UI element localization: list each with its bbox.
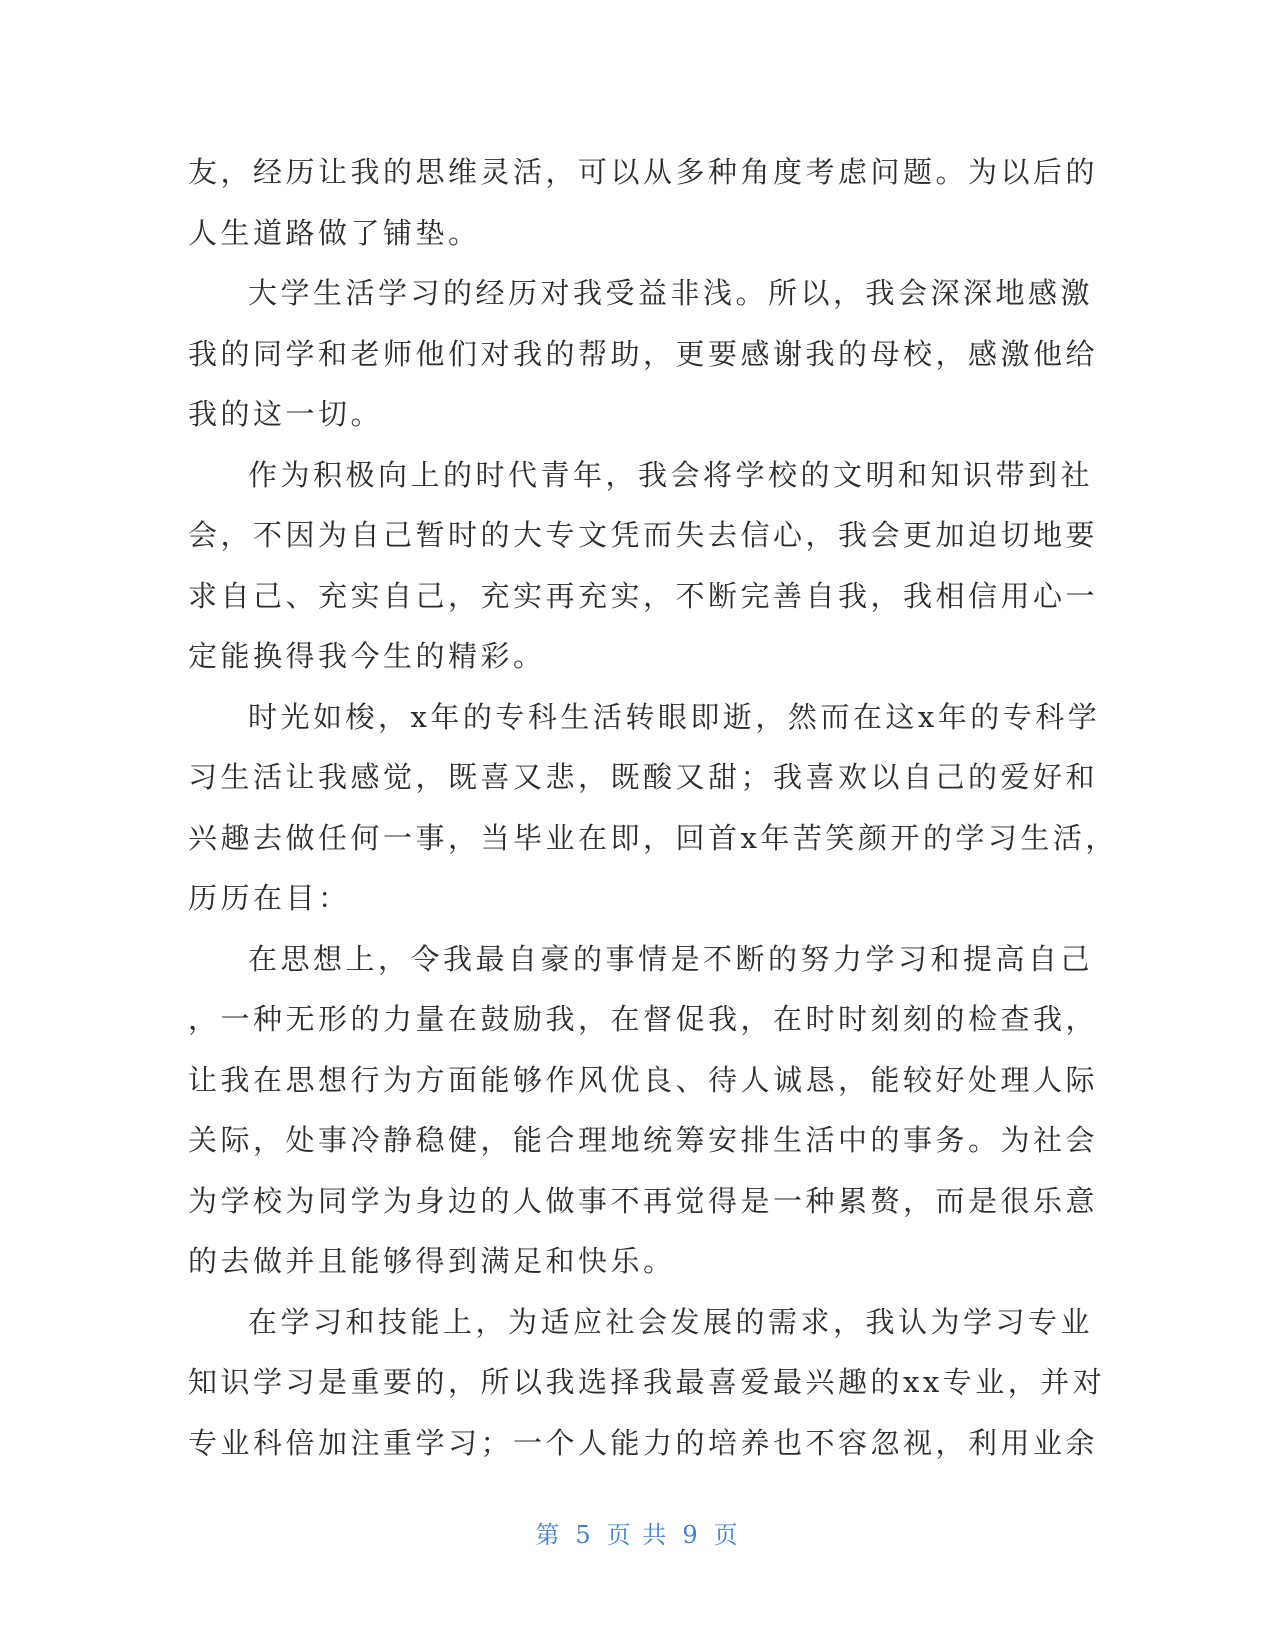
text-line: 大学生活学习的经历对我受益非浅。所以，我会深深地感激 — [248, 276, 1094, 310]
text-line: 友，经历让我的思维灵活，可以从多种角度考虑问题。为以后的 — [188, 155, 1099, 189]
text-line: 专业科倍加注重学习；一个人能力的培养也不容忽视，利用业余 — [188, 1425, 1099, 1460]
text-line: 的去做并且能够得到满足和快乐。 — [188, 1244, 676, 1278]
text-line: 时光如梭，x年的专科生活转眼即逝，然而在这x年的专科学 — [248, 699, 1101, 734]
page-footer — [0, 1515, 1275, 1550]
text-line: 知识学习是重要的，所以我选择我最喜爱最兴趣的xx专业，并对 — [188, 1365, 1106, 1399]
body-text — [188, 142, 1118, 1473]
text-line: 人生道路做了铺垫。 — [188, 215, 481, 250]
text-line: 历历在目： — [188, 881, 351, 915]
text-line: 在学习和技能上，为适应社会发展的需求，我认为学习专业 — [248, 1304, 1094, 1339]
text-line: 习生活让我感觉，既喜又悲，既酸又甜；我喜欢以自己的爱好和 — [188, 760, 1099, 794]
total-page-count: 9 — [682, 1521, 700, 1549]
text-line: 定能换得我今生的精彩。 — [188, 639, 546, 673]
current-page-number: 5 — [575, 1521, 593, 1549]
text-line: 在思想上，令我最自豪的事情是不断的努力学习和提高自己 — [248, 941, 1094, 976]
text-line: 兴趣去做任何一事，当毕业在即，回首x年苦笑颜开的学习生活， — [188, 820, 1118, 855]
text-line: 关际，处事冷静稳健，能合理地统筹安排生活中的事务。为社会 — [188, 1123, 1099, 1157]
footer-middle: 页 共 — [606, 1521, 669, 1549]
text-line: 我的同学和老师他们对我的帮助，更要感谢我的母校，感激他给 — [188, 336, 1099, 371]
footer-prefix: 第 — [535, 1521, 562, 1549]
text-line: 为学校为同学为身边的人做事不再觉得是一种累赘，而是很乐意 — [188, 1183, 1099, 1218]
text-line: 让我在思想行为方面能够作风优良、待人诚恳，能较好处理人际 — [188, 1062, 1099, 1097]
text-line: ，一种无形的力量在鼓励我，在督促我，在时时刻刻的检查我， — [188, 1002, 1099, 1036]
text-line: 作为积极向上的时代青年，我会将学校的文明和知识带到社 — [248, 457, 1094, 492]
text-line: 求自己、充实自己，充实再充实，不断完善自我，我相信用心一 — [188, 578, 1099, 613]
text-line: 会，不因为自己暂时的大专文凭而失去信心，我会更加迫切地要 — [188, 518, 1099, 552]
text-line: 我的这一切。 — [188, 397, 384, 431]
footer-suffix: 页 — [713, 1521, 740, 1549]
